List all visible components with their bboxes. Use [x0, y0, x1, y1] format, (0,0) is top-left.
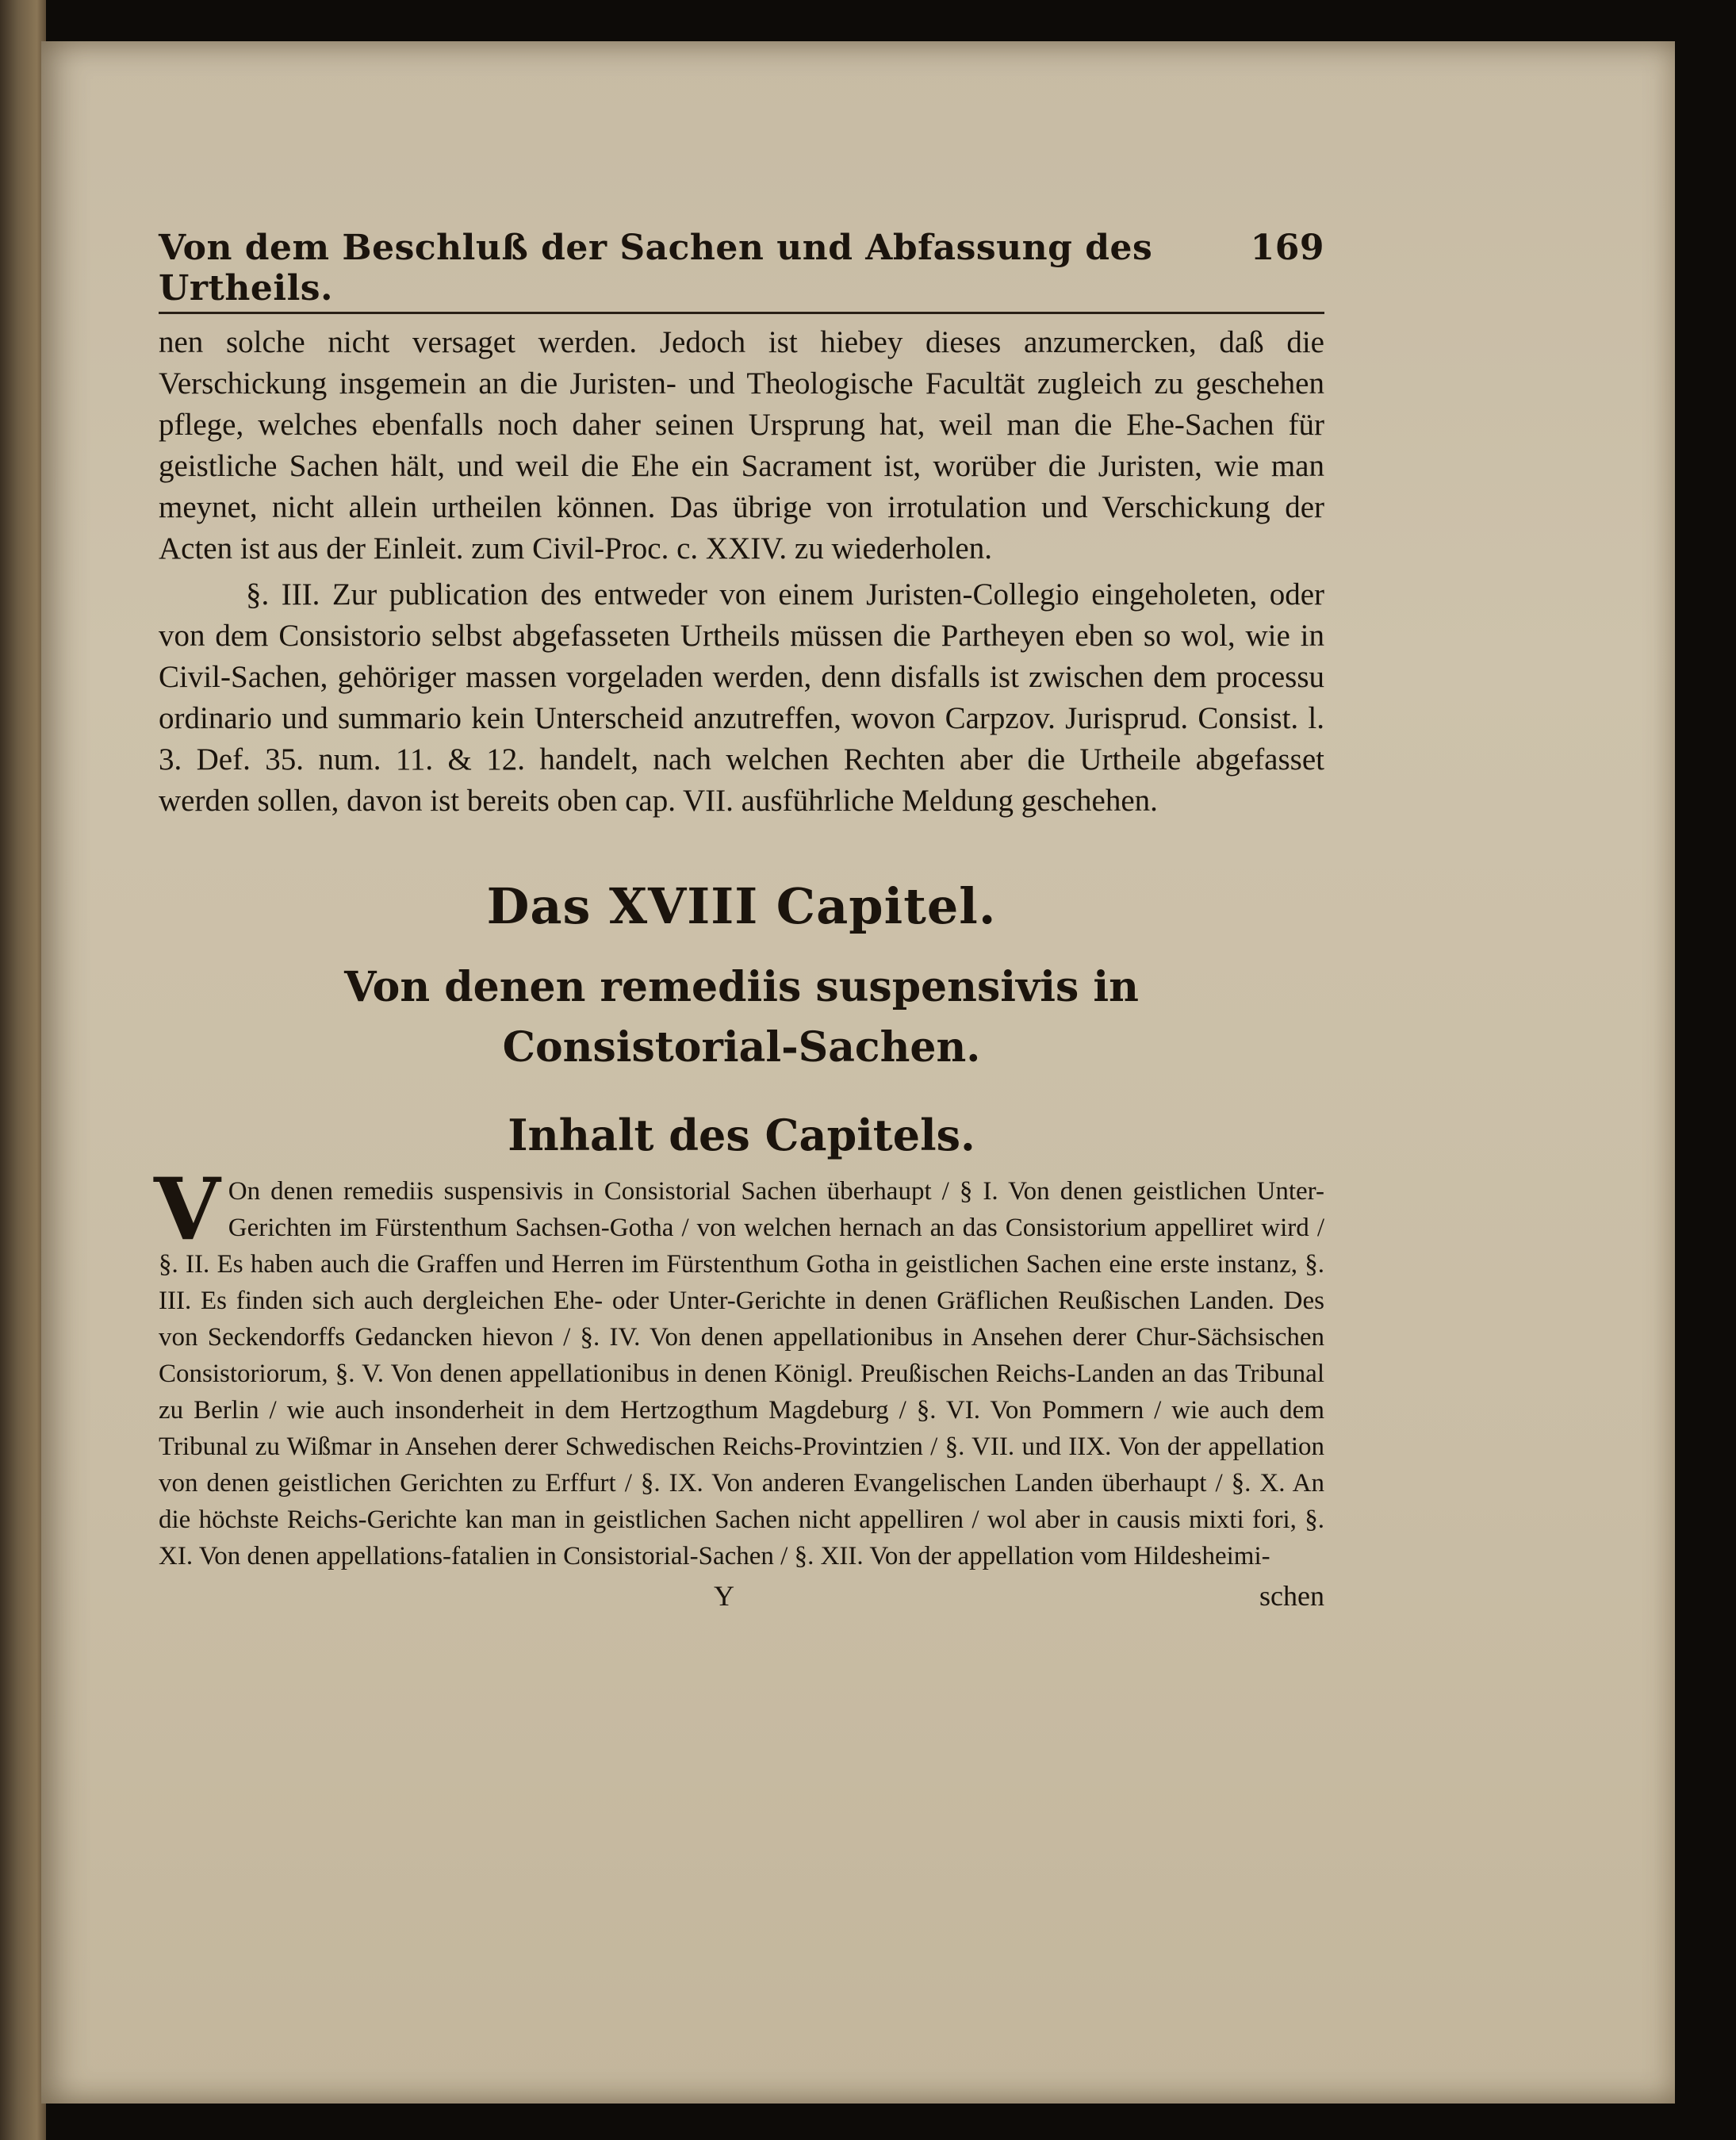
paragraph-continuation: nen solche nicht versaget werden. Jedoch ist hiebey dieses anzumercken, daß die Verschickung insgemein an die Juristen- und Theologische Facultät zugleich zu geschehen pflege, welches ebenfalls noch daher seinen Ursprung hat, weil man die Ehe-Sachen für geistliche Sachen hält, und weil die Ehe ein Sacrament ist, worüber die Juristen, wie man meynet, nicht allein urtheilen können. Das übrige von irrotulation und Verschickung der Acten ist aus der Einleit. zum Civil-Proc. c. XXIV. zu wiederholen. [159, 325, 1324, 566]
running-head [159, 228, 1324, 309]
chapter-summary [154, 1160, 1324, 1574]
book-page [41, 41, 1675, 2104]
running-head-title: Von dem Beschluß der Sachen und Abfassung des Urtheils. [159, 228, 1153, 309]
page-footer [159, 1579, 1324, 1613]
contents-heading: Inhalt des Capitels. [508, 1110, 975, 1160]
paragraph-section-3: §. III. Zur publication des entweder von einem Juristen-Collegio eingeholeten, oder von dem Consistorio selbst abgefasseten Urtheils müssen die Partheyen eben so wol, wie in Civil-Sachen, gehöriger massen vorgeladen werden, denn disfalls ist zwischen dem processu ordinario und summario kein Unterscheid anzutreffen, wovon Carpzov. Jurisprud. Consist. l. 3. Def. 35. num. 11. & 12. handelt, nach welchen Rechten aber die Urtheile abgefasset werden sollen, davon ist bereits oben cap. VII. ausführliche Meldung geschehen. [159, 577, 1324, 818]
facing-page-edge [0, 0, 46, 2140]
header-rule [159, 312, 1324, 314]
page-number: 169 [1250, 228, 1324, 268]
drop-initial: V [154, 1160, 220, 1260]
chapter-title: Das XVIII Capitel. [486, 877, 997, 935]
chapter-subtitle: Von denen remediis suspensivis in Consistorial-Sachen. [344, 963, 1139, 1072]
catchword: schen [1259, 1580, 1324, 1612]
summary-text: On denen remediis suspensivis in Consistorial Sachen überhaupt / § I. Von denen geistlichen Unter-Gerichten im Fürstenthum Sachsen-Gotha / von welchen hernach an das Consistorium appelliret wird / §. II. Es haben auch die Graffen und Herren im Fürstenthum Gotha in geistlichen Sachen eine erste instanz, §. III. Es finden sich auch dergleichen Ehe- oder Unter-Gerichte in denen Gräflichen Reußischen Landen. Des von Seckendorffs Gedancken hievon / §. IV. Von denen appellationibus in Ansehen derer Chur-Sächsischen Consistoriorum, §. V. Von denen appellationibus in denen Königl. Preußischen Reichs-Landen an das Tribunal zu Berlin / wie auch insonderheit in dem Hertzogthum Magdeburg / §. VI. Von Pommern / wie auch dem Tribunal zu Wißmar in Ansehen derer Schwedischen Reichs-Provintzien / §. VII. und IIX. Von der appellation von denen geistlichen Gerichten zu Erffurt / §. IX. Von anderen Evangelischen Landen überhaupt / §. X. An die höchste Reichs-Gerichte kan man in geistlichen Sachen nicht appelliren / wol aber in causis mixti fori, §. XI. Von denen appellations-fatalien in Consistorial-Sachen / §. XII. Von der appellation vom Hildesheimi- [159, 1177, 1324, 1570]
text-block [154, 228, 1324, 1613]
signature-mark: Y [714, 1580, 734, 1612]
